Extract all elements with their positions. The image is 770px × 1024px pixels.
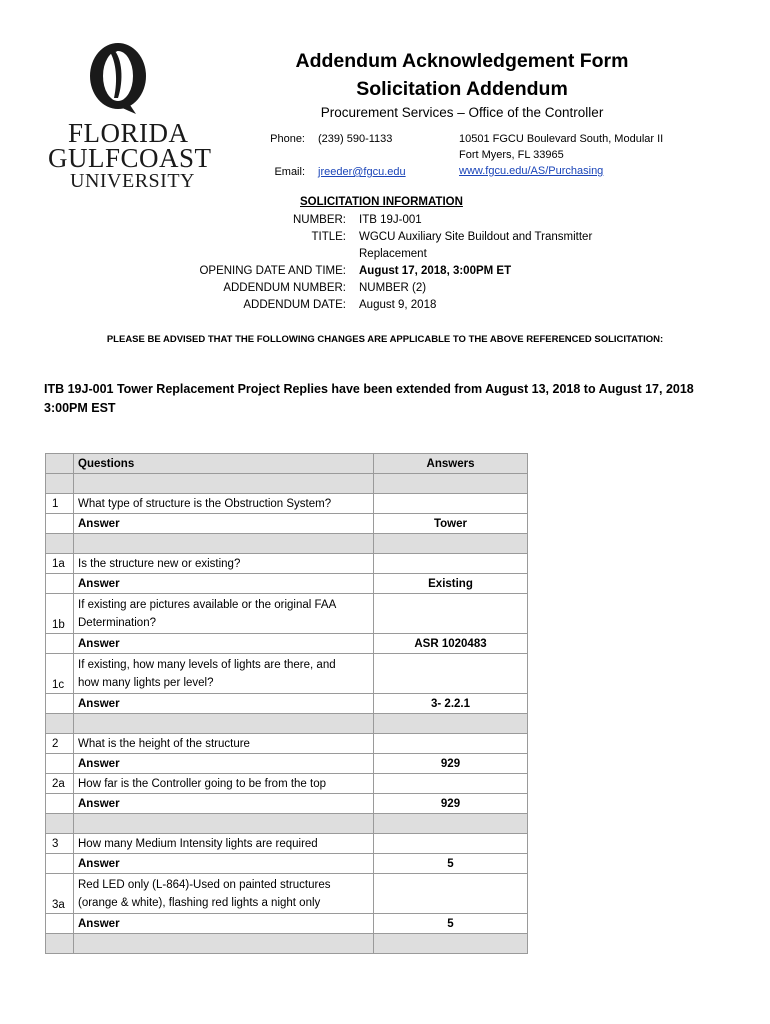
answer-label: Answer [74, 794, 374, 814]
title-label: TITLE: [311, 231, 346, 243]
table-row [46, 634, 528, 654]
question-number: 2a [46, 774, 74, 794]
addendum-date-value: August 9, 2018 [359, 299, 437, 311]
spacer-row [46, 474, 528, 494]
table-row [46, 594, 528, 634]
question-number: 1c [46, 654, 74, 694]
table-row [46, 694, 528, 714]
table-row [46, 774, 528, 794]
question-number: 1 [46, 494, 74, 514]
answer-value: Existing [374, 574, 528, 594]
question-line-1: Red LED only (L-864)-Used on painted structures [78, 878, 331, 891]
answer-label: Answer [74, 634, 374, 654]
answer-value: 929 [374, 754, 528, 774]
fgcu-q-eagle-logo-icon [44, 40, 204, 118]
question-text [74, 654, 374, 694]
addendum-number-label: ADDENDUM NUMBER: [223, 282, 346, 294]
question-text [74, 594, 374, 634]
answer-label: Answer [74, 694, 374, 714]
title-value-line-1: WGCU Auxiliary Site Buildout and Transmitter [359, 231, 593, 243]
address-line-1: 10501 FGCU Boulevard South, Modular II [459, 133, 664, 145]
logo-line-university: UNIVERSITY [70, 170, 195, 192]
phone-number: (239) 590-1133 [318, 133, 393, 145]
spacer-row [46, 714, 528, 734]
table-row [46, 494, 528, 514]
question-text: Is the structure new or existing? [74, 554, 374, 574]
opening-label: OPENING DATE AND TIME: [199, 265, 346, 277]
logo-line-florida: FLORIDA [68, 118, 189, 148]
table-row [46, 654, 528, 694]
office-name: Procurement Services – Office of the Controller [320, 105, 604, 120]
table-row [46, 754, 528, 774]
table-row [46, 514, 528, 534]
answer-label: Answer [74, 854, 374, 874]
form-subtitle: Solicitation Addendum [356, 78, 568, 100]
answer-value: Tower [374, 514, 528, 534]
table-row [46, 734, 528, 754]
question-line-2: how many lights per level? [78, 676, 214, 689]
address-line-2: Fort Myers, FL 33965 [459, 149, 564, 161]
table-row [46, 874, 528, 914]
spacer-row [46, 534, 528, 554]
answer-value: 3- 2.2.1 [374, 694, 528, 714]
phone-label: Phone: [270, 133, 305, 145]
question-line-1: If existing, how many levels of lights are there, and [78, 658, 336, 671]
question-text: What is the height of the structure [74, 734, 374, 754]
answer-value: ASR 1020483 [374, 634, 528, 654]
email-link[interactable]: jreeder@fgcu.edu [318, 166, 406, 178]
answer-label: Answer [74, 914, 374, 934]
form-title: Addendum Acknowledgement Form [295, 50, 629, 72]
answer-label: Answer [74, 754, 374, 774]
answers-header: Answers [374, 454, 528, 474]
opening-value: August 17, 2018, 3:00PM ET [359, 265, 512, 277]
question-number: 1b [46, 594, 74, 634]
answer-label: Answer [74, 574, 374, 594]
table-row [46, 554, 528, 574]
question-text [74, 874, 374, 914]
table-row [46, 794, 528, 814]
website-link[interactable]: www.fgcu.edu/AS/Purchasing [459, 165, 604, 177]
table-header-row [46, 454, 528, 474]
solicitation-heading: SOLICITATION INFORMATION [300, 196, 463, 208]
addendum-number-value: NUMBER (2) [359, 282, 427, 294]
table-row [46, 854, 528, 874]
question-number: 2 [46, 734, 74, 754]
number-value: ITB 19J-001 [359, 214, 422, 226]
spacer-row [46, 814, 528, 834]
email-label: Email: [274, 166, 305, 178]
answer-label: Answer [74, 514, 374, 534]
answer-value: 5 [374, 854, 528, 874]
extension-notice: ITB 19J-001 Tower Replacement Project Replies have been extended from August 13, 2018 to August 17, 2018 3:00PM EST [44, 382, 694, 415]
table-row [46, 834, 528, 854]
advisory-text: PLEASE BE ADVISED THAT THE FOLLOWING CHANGES ARE APPLICABLE TO THE ABOVE REFERENCED SOLICITATION: [106, 334, 664, 345]
question-number: 1a [46, 554, 74, 574]
number-label: NUMBER: [292, 214, 346, 226]
question-number: 3a [46, 874, 74, 914]
question-text: How many Medium Intensity lights are required [74, 834, 374, 854]
title-value-line-2: Replacement [359, 248, 427, 260]
logo-line-gulfcoast: GULFCOAST [48, 143, 212, 173]
spacer-row [46, 934, 528, 954]
question-line-2: (orange & white), flashing red lights a night only [78, 896, 321, 909]
qa-table [45, 453, 528, 954]
university-logo [44, 40, 212, 198]
answer-value: 5 [374, 914, 528, 934]
question-number: 3 [46, 834, 74, 854]
questions-header: Questions [74, 454, 374, 474]
addendum-date-label: ADDENDUM DATE: [243, 299, 346, 311]
question-text: What type of structure is the Obstruction System? [74, 494, 374, 514]
question-line-2: Determination? [78, 616, 156, 629]
answer-value: 929 [374, 794, 528, 814]
table-row [46, 914, 528, 934]
question-line-1: If existing are pictures available or the original FAA [78, 598, 337, 611]
question-text: How far is the Controller going to be from the top [74, 774, 374, 794]
table-row [46, 574, 528, 594]
